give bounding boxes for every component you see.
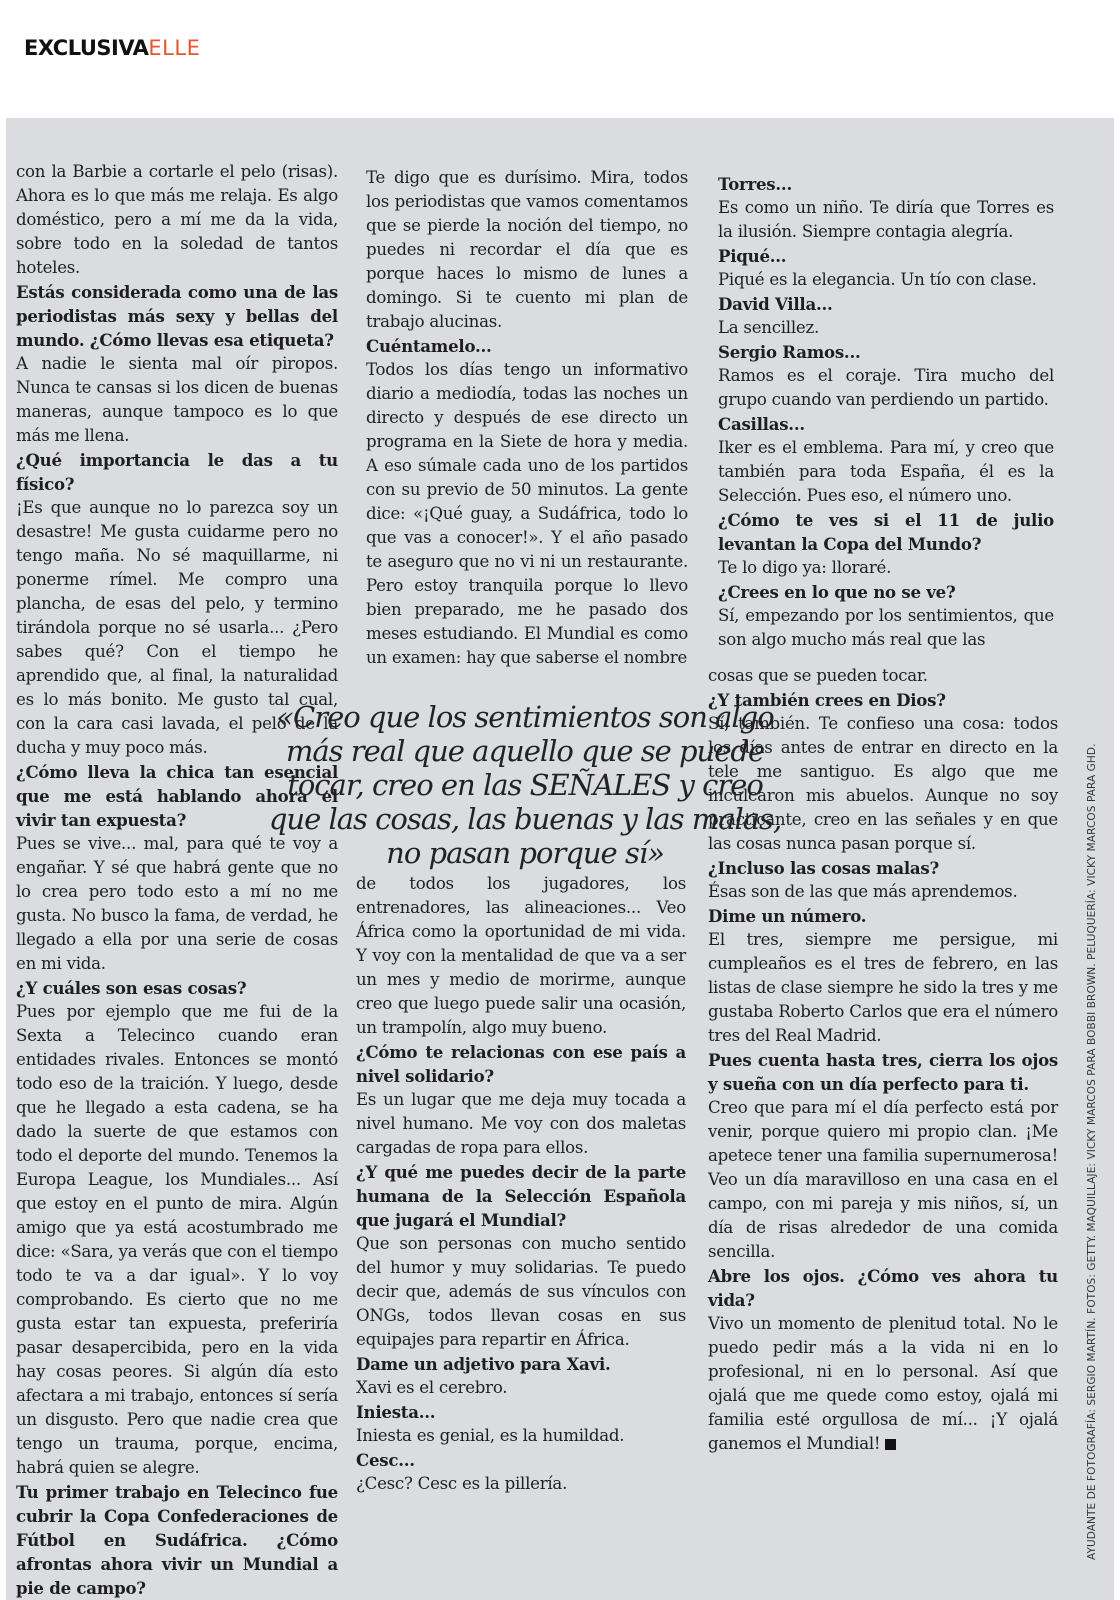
interview-answer: ¿Cesc? Cesc es la pillería.: [356, 1474, 568, 1493]
interview-question: Estás considerada como una de las periodistas más sexy y bellas del mundo. ¿Cómo llevas esa etiqueta?: [16, 282, 338, 350]
interview-answer: Ramos es el coraje. Tira mucho del grupo cuando van perdiendo un partido.: [718, 366, 1054, 409]
interview-question: ¿Y qué me puedes decir de la parte humana de la Selección Española que jugará el Mundial?: [356, 1162, 686, 1230]
interview-answer: El tres, siempre me persigue, mi cumpleaños es el tres de febrero, en las listas de clase siempre he sido la tres y me gustaba Roberto Carlos que era el número tres del Real Madrid.: [708, 930, 1058, 1045]
interview-answer: Pues se vive... mal, para qué te voy a engañar. Y sé que habrá gente que no lo crea pero todo esto a mí no me gusta. No busco la fama, de verdad, he llegado a ella por una serie de cosas en mi vida.: [16, 834, 338, 973]
section-label: EXCLUSIVA: [24, 36, 149, 60]
interview-answer: Te digo que es durísimo. Mira, todos los periodistas que vamos comentamos que se pierde la noción del tiempo, no puedes ni recordar el día que es porque haces lo mismo de lunes a domingo. Si te cuento mi plan de trabajo alucinas.: [366, 168, 688, 331]
interview-question: Torres...: [718, 174, 792, 194]
interview-question: ¿Cómo te ves si el 11 de julio levantan la Copa del Mundo?: [718, 510, 1054, 554]
photo-credits: AYUDANTE DE FOTOGRAFÍA: SERGIO MARTÍN. FOTOS: GETTY. MAQUILLAJE: VICKY MARCOS PARA BOBBI BROWN. PELUQUERÍA: VICKY MARCOS PARA GHD.: [1086, 743, 1098, 1560]
interview-question: ¿Cómo te relacionas con ese país a nivel solidario?: [356, 1042, 686, 1086]
end-mark-icon: [885, 1439, 896, 1450]
interview-answer: Sí, también. Te confieso una cosa: todos los días antes de entrar en directo en la tele me santiguo. Es algo que me inculcaron mis abuelos. Aunque no soy practicante, creo en las señales y en que las cosas nunca pasan porque sí.: [708, 714, 1058, 853]
interview-answer: Iniesta es genial, es la humildad.: [356, 1426, 625, 1445]
interview-answer: Es como un niño. Te diría que Torres es la ilusión. Siempre contagia alegría.: [718, 198, 1054, 241]
interview-answer: Vivo un momento de plenitud total. No le puedo pedir más a la vida ni en lo profesional, ni en lo personal. Así que ojalá que me quede como estoy, ojalá mi familia esté orgullosa de mí... ¡Y ojalá ganemos el Mundial!: [708, 1314, 1058, 1453]
brand-logo: ELLE: [148, 36, 201, 60]
interview-answer: Todos los días tengo un informativo diario a mediodía, todas las noches un directo y después de ese directo un programa en la Siete de hora y media. A eso súmale cada uno de los partidos con su previo de 50 minutos. La gente dice: «¡Qué guay, a Sudáfrica, todo lo que vas a conocer!». Y el año pasado te aseguro que no vi ni un restaurante. Pero estoy tranquila porque lo llevo bien preparado, me he pasado dos meses estudiando. El Mundial es como un examen: hay que saberse el nombre: [366, 360, 688, 667]
interview-question: Dime un número.: [708, 906, 867, 926]
interview-answer: Sí, empezando por los sentimientos, que son algo mucho más real que las: [718, 606, 1054, 649]
interview-question: David Villa...: [718, 294, 833, 314]
interview-question: ¿Y cuáles son esas cosas?: [16, 978, 247, 998]
interview-question: ¿Y también crees en Dios?: [708, 690, 946, 710]
interview-answer: Pues por ejemplo que me fui de la Sexta a Telecinco cuando eran entidades rivales. Entonces se montó todo eso de la traición. Y luego, desde que he llegado a esta cadena, se ha dado la suerte de que estamos con todo el deporte del mundo. Tenemos la Europa League, los Mundiales... Así que estoy en el punto de mira. Algún amigo que ya está acostumbrado me dice: «Sara, ya verás que con el tiempo todo te va a dar igual». Y lo voy comprobando. Es cierto que no me gusta estar tan expuesta, preferiría pasar desapercibida, pero en la vida hay cosas peores. Si algún día esto afectara a mi trabajo, entonces sí sería un disgusto. Pero que nadie crea que tengo un trauma, porque, encima, habrá quien se alegre.: [16, 1002, 338, 1477]
interview-answer: Piqué es la elegancia. Un tío con clase.: [718, 270, 1037, 289]
column-2-bottom: [356, 872, 686, 1496]
interview-answer: A nadie le sienta mal oír piropos. Nunca te cansas si los dicen de buenas maneras, aunque tampoco es lo que más me llena.: [16, 354, 338, 445]
interview-question: Tu primer trabajo en Telecinco fue cubrir la Copa Confederaciones de Fútbol en Sudáfrica. ¿Cómo afrontas ahora vivir un Mundial a pie de campo?: [16, 1482, 338, 1598]
column-3-top: [718, 172, 1054, 652]
column-1: [16, 160, 338, 1600]
interview-answer: con la Barbie a cortarle el pelo (risas). Ahora es lo que más me relaja. Es algo doméstico, pero a mí me da la vida, sobre todo en la soledad de tantos hoteles.: [16, 162, 338, 277]
interview-question: ¿Cómo lleva la chica tan esencial que me está hablando ahora el vivir tan expuesta?: [16, 762, 338, 830]
interview-answer: cosas que se pueden tocar.: [708, 666, 928, 685]
interview-question: ¿Incluso las cosas malas?: [708, 858, 939, 878]
interview-answer: Iker es el emblema. Para mí, y creo que también para toda España, él es la Selección. Pues eso, el número uno.: [718, 438, 1054, 505]
interview-question: Abre los ojos. ¿Cómo ves ahora tu vida?: [708, 1266, 1058, 1310]
interview-question: Pues cuenta hasta tres, cierra los ojos y sueña con un día perfecto para ti.: [708, 1050, 1058, 1094]
interview-answer: Que son personas con mucho sentido del humor y muy solidarias. Te puedo decir que, además de sus vínculos con ONGs, todos llevan cosas en sus equipajes para repartir en África.: [356, 1234, 686, 1349]
column-2-top: [366, 166, 688, 670]
interview-answer: ¡Es que aunque no lo parezca soy un desastre! Me gusta cuidarme pero no tengo maña. No sé maquillarme, ni ponerme rímel. Me compro una plancha, de esas del pelo, y termino tirándola porque no sé usarla... ¿Pero sabes qué? Con el tiempo he aprendido que, al final, la naturalidad es lo más bonito. Me gusto tal cual, con la cara casi lavada, el pelo de la ducha y muy poco más.: [16, 498, 338, 757]
interview-question: ¿Crees en lo que no se ve?: [718, 582, 956, 602]
interview-question: Sergio Ramos...: [718, 342, 861, 362]
pull-quote: «Creo que los sentimientos son algo más real que aquello que se puede tocar, creo en las SEÑALES y creo que las cosas, las buenas y las malas, no pasan porque sí»: [268, 700, 782, 870]
interview-answer: Te lo digo ya: lloraré.: [718, 558, 892, 577]
interview-answer: Xavi es el cerebro.: [356, 1378, 508, 1397]
interview-question: Cesc...: [356, 1450, 415, 1470]
interview-question: Piqué...: [718, 246, 787, 266]
interview-answer: La sencillez.: [718, 318, 820, 337]
interview-question: Iniesta...: [356, 1402, 436, 1422]
interview-answer: Ésas son de las que más aprendemos.: [708, 882, 1018, 901]
interview-question: Dame un adjetivo para Xavi.: [356, 1354, 611, 1374]
interview-question: Cuéntamelo...: [366, 336, 492, 356]
interview-answer: de todos los jugadores, los entrenadores, las alineaciones... Veo África como la oportunidad de mi vida. Y voy con la mentalidad de que va a ser un mes y medio de morirme, aunque creo que luego puede salir una ocasión, un trampolín, algo muy bueno.: [356, 874, 686, 1037]
interview-question: ¿Qué importancia le das a tu físico?: [16, 450, 338, 494]
interview-question: Casillas...: [718, 414, 805, 434]
interview-answer: Es un lugar que me deja muy tocada a nivel humano. Me voy con dos maletas cargadas de ropa para ellos.: [356, 1090, 686, 1157]
magazine-header: [24, 36, 200, 60]
interview-answer: Creo que para mí el día perfecto está por venir, porque quiero mi propio clan. ¡Me apetece tener una familia supernumerosa! Veo un día maravilloso en una casa en el campo, con mi pareja y mis niños, sí, un día de risas alrededor de una comida sencilla.: [708, 1098, 1058, 1261]
